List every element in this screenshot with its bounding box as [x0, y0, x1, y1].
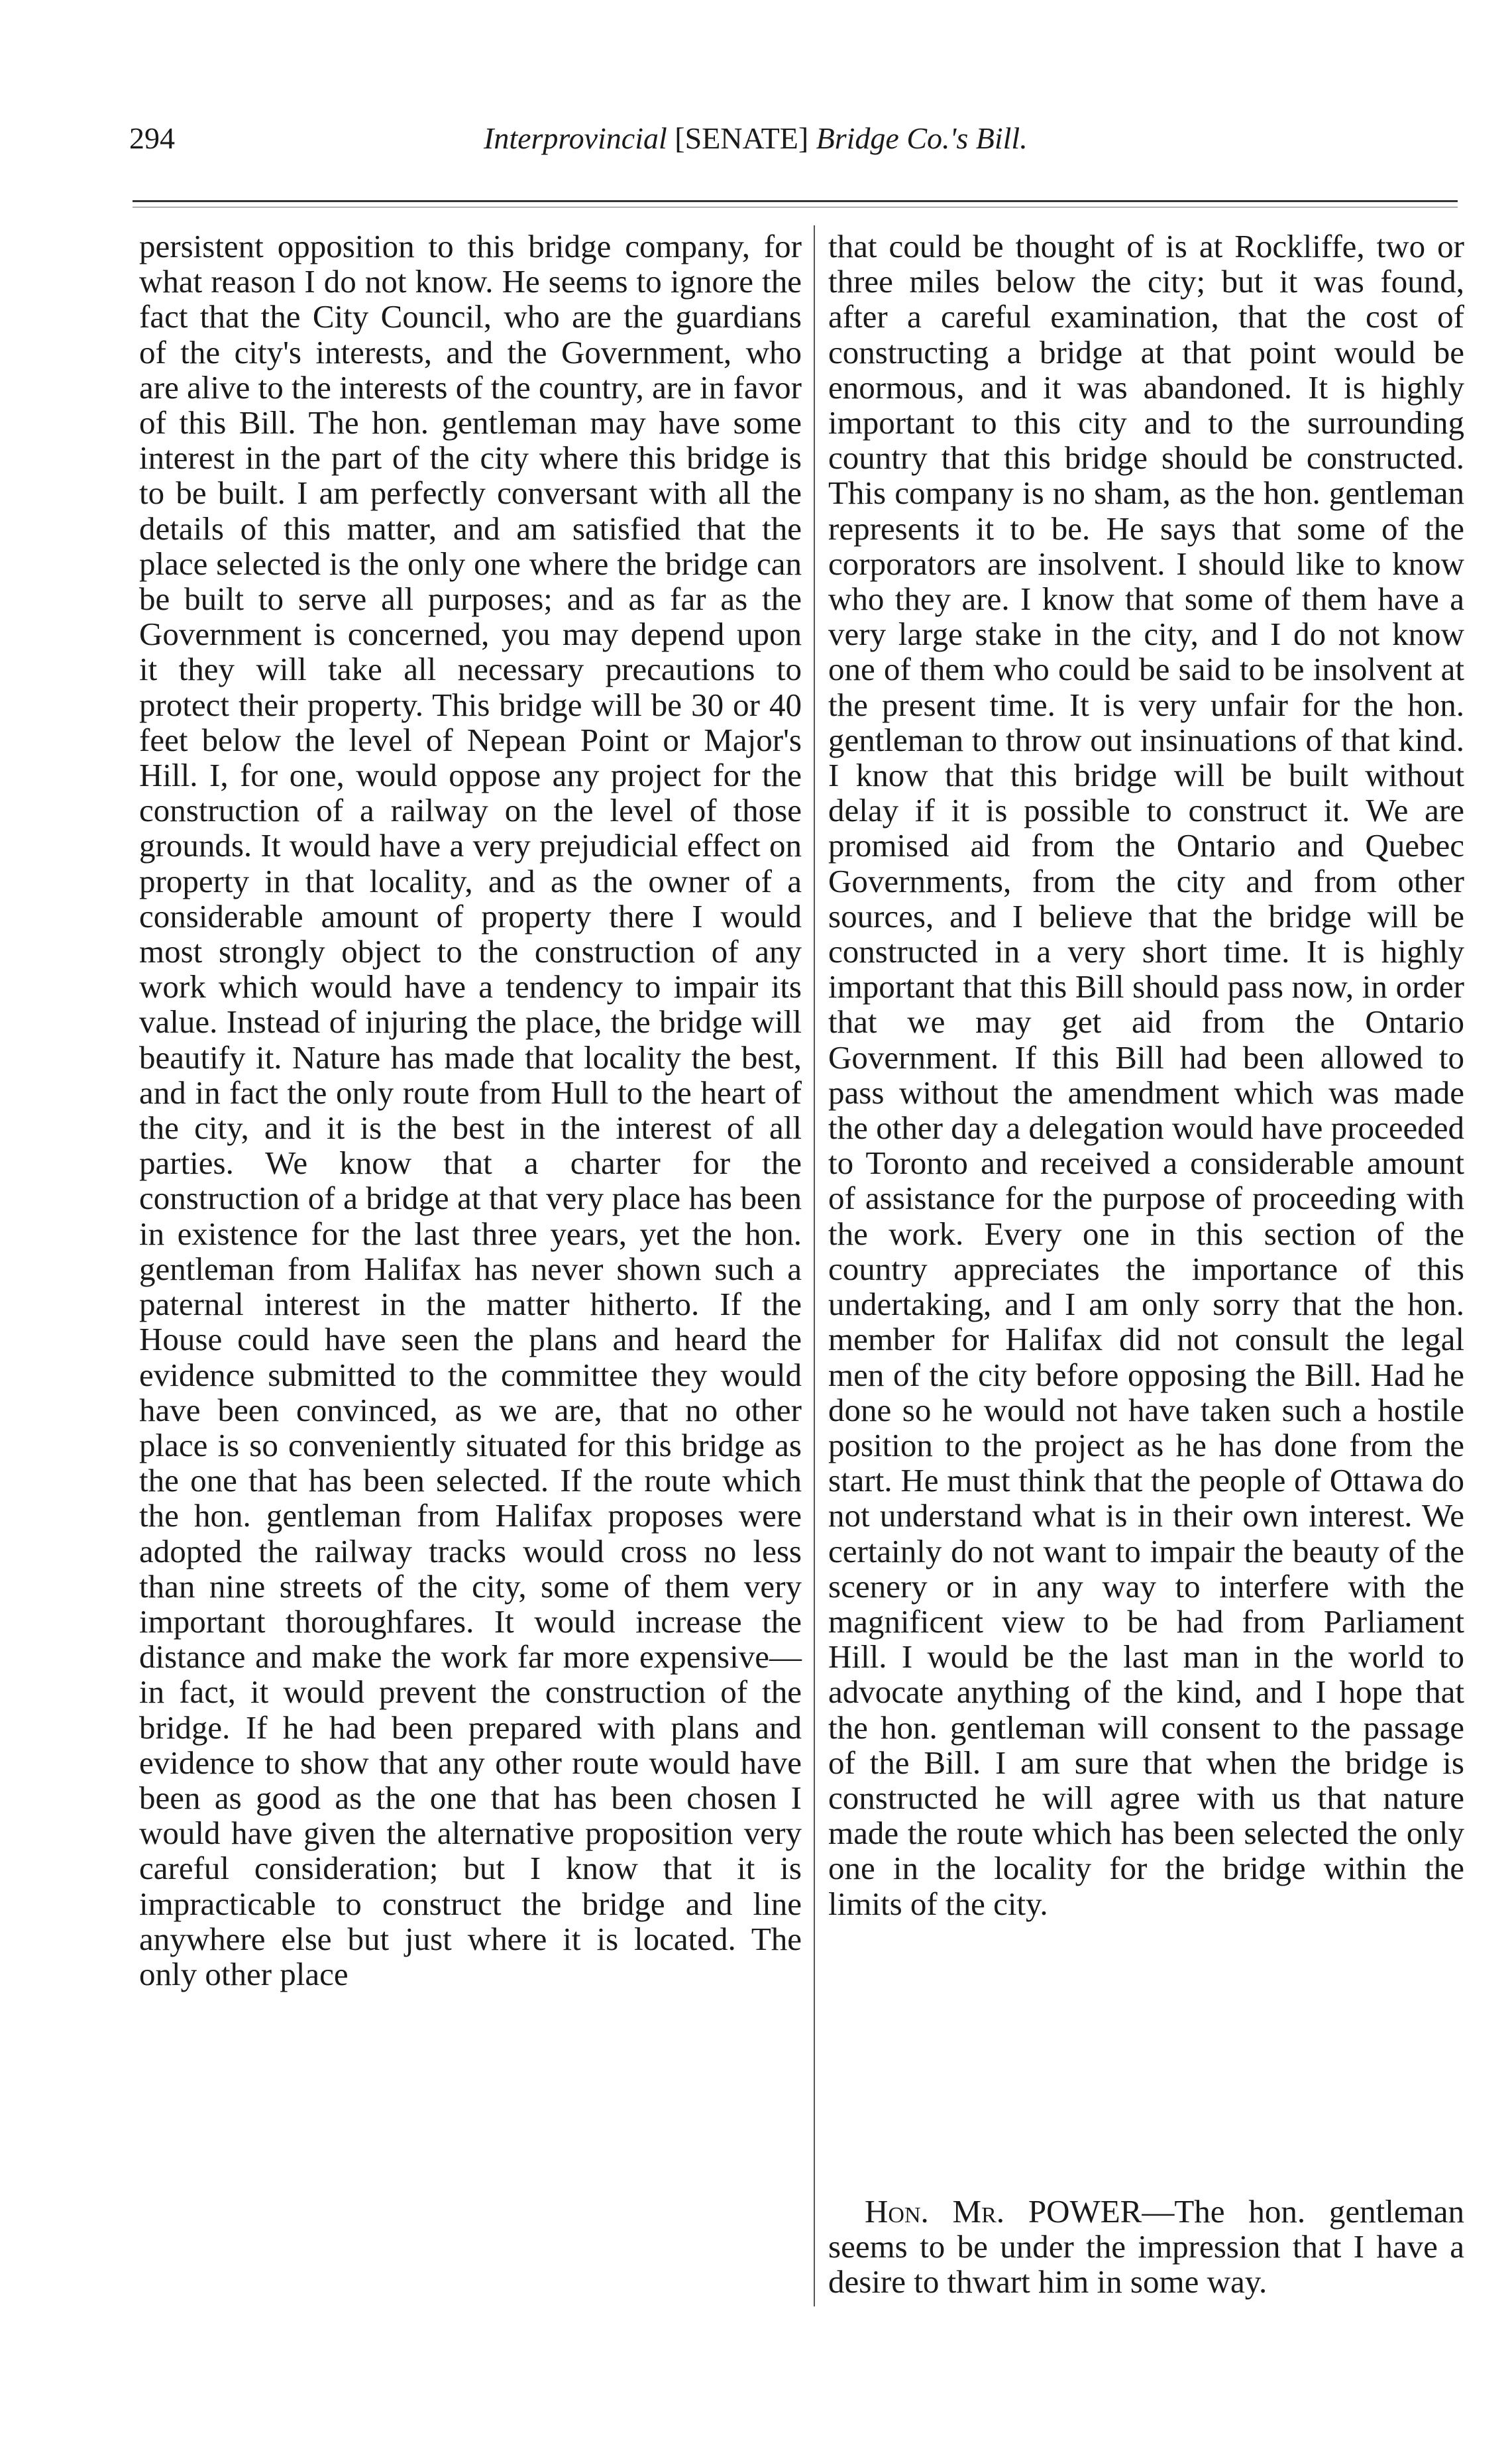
- speaker-name: Hon. Mr. POWER: [865, 2193, 1142, 2230]
- column-divider: [814, 225, 815, 2306]
- right-column: [828, 229, 1464, 1921]
- left-column-text: persistent opposition to this bridge company, for what reason I do not know. He seems to ignore the fact that the City Council, who are the guardians of the city's interests, and the Government, who are alive to the interests of the country, are in favor of this Bill. The hon. gentleman may have some interest in the part of the city where this bridge is to be built. I am perfectly conversant with all the details of this matter, and am satisfied that the place selected is the only one where the bridge can be built to serve all purposes; and as far as the Government is concerned, you may depend upon it they will take all necessary precautions to protect their property. This bridge will be 30 or 40 feet below the level of Nepean Point or Major's Hill. I, for one, would oppose any project for the construction of a railway on the level of those grounds. It would have a very prejudicial effect on property in that locality, and as the owner of a considerable amount of property there I would most strongly object to the construction of any work which would have a tendency to impair its value. Instead of injuring the place, the bridge will beautify it. Nature has made that locality the best, and in fact the only route from Hull to the heart of the city, and it is the best in the interest of all parties. We know that a charter for the construction of a bridge at that very place has been in existence for the last three years, yet the hon. gentleman from Halifax has never shown such a paternal interest in the matter hitherto. If the House could have seen the plans and heard the evidence submitted to the committee they would have been convinced, as we are, that no other place is so conveniently situated for this bridge as the one that has been selected. If the route which the hon. gentleman from Halifax proposes were adopted the railway tracks would cross no less than nine streets of the city, some of them very important thoroughfares. It would increase the distance and make the work far more expensive—in fact, it would prevent the construction of the bridge. If he had been prepared with plans and evidence to show that any other route would have been as good as the one that has been chosen I would have given the alternative proposition very careful consideration; but I know that it is impracticable to construct the bridge and line anywhere else but just where it is located. The only other place: [139, 228, 802, 1992]
- speech-paragraph: [828, 2194, 1464, 2300]
- running-head: [484, 121, 1028, 156]
- page-header: [129, 121, 1461, 160]
- page-number: 294: [129, 121, 175, 155]
- right-column-text: that could be thought of is at Rockliffe, two or three miles below the city; but it was found, after a careful examination, that the cost of constructing a bridge at that point would be enormous, and it was abandoned. It is highly important to this city and to the surrounding country that this bridge should be constructed. This company is no sham, as the hon. gentleman represents it to be. He says that some of the corporators are insolvent. I should like to know who they are. I know that some of them have a very large stake in the city, and I do not know one of them who could be said to be insolvent at the present time. It is very unfair for the hon. gentleman to throw out insinuations of that kind. I know that this bridge will be built without delay if it is possible to construct it. We are promised aid from the Ontario and Quebec Governments, from the city and from other sources, and I believe that the bridge will be constructed in a very short time. It is highly important that this Bill should pass now, in order that we may get aid from the Ontario Government. If this Bill had been allowed to pass without the amendment which was made the other day a delegation would have proceeded to Toronto and received a considerable amount of assistance for the purpose of proceeding with the work. Every one in this section of the country appreciates the importance of this undertaking, and I am only sorry that the hon. member for Halifax did not consult the legal men of the city before opposing the Bill. Had he done so he would not have taken such a hostile position to the project as he has done from the start. He must think that the people of Ottawa do not understand what is in their own interest. We certainly do not want to impair the beauty of the scenery or in any way to interfere with the magnificent view to be had from Parliament Hill. I would be the last man in the world to advocate anything of the kind, and I hope that the hon. gentleman will consent to the passage of the Bill. I am sure that when the bridge is constructed he will agree with us that nature made the route which has been selected the only one in the locality for the bridge within the limits of the city.: [828, 228, 1464, 1922]
- running-head-left: Interprovincial: [484, 121, 667, 155]
- left-column: [139, 229, 802, 1992]
- running-head-middle: [SENATE]: [675, 121, 809, 155]
- speech-text: —The hon. gentleman seems to be under the impression that I have a desire to thwart him in some way.: [828, 2193, 1464, 2300]
- running-head-right: Bridge Co.'s Bill.: [816, 121, 1028, 155]
- header-rule: [133, 200, 1458, 202]
